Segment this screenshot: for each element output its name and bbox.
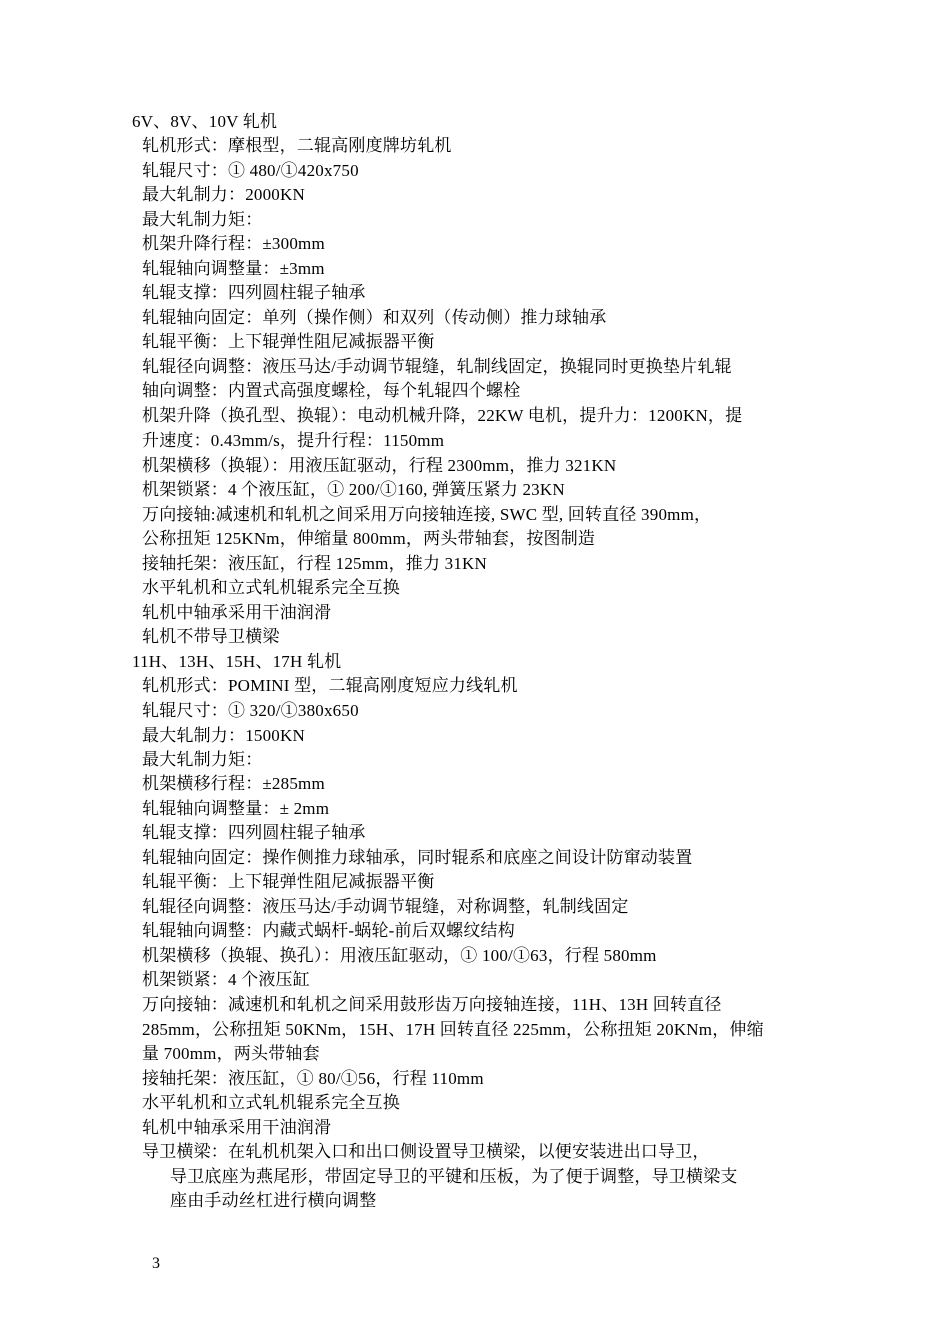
spec-line: 导卫横梁：在轧机机架入口和出口侧设置导卫横梁，以便安装进出口导卫，	[142, 1142, 710, 1161]
spec-line: 万向接轴：减速机和轧机之间采用鼓形齿万向接轴连接，11H、13H 回转直径	[142, 995, 722, 1014]
spec-line: 轧辊轴向调整：内藏式蜗杆-蜗轮-前后双螺纹结构	[142, 921, 515, 940]
spec-line: 最大轧制力矩：	[142, 750, 263, 769]
page-number: 3	[152, 1255, 160, 1272]
spec-line: 最大轧制力：1500KN	[142, 726, 305, 745]
spec-line: 轧辊尺寸：① 480/①420x750	[142, 161, 359, 180]
spec-line: 轧机不带导卫横梁	[142, 627, 280, 646]
spec-line: 轧辊轴向固定：单列（操作侧）和双列（传动侧）推力球轴承	[142, 308, 607, 327]
spec-line: 水平轧机和立式轧机辊系完全互换	[142, 578, 400, 597]
spec-line: 轧辊支撑：四列圆柱辊子轴承	[142, 823, 366, 842]
spec-line: 轧辊轴向调整量：± 2mm	[142, 799, 330, 818]
spec-line: 最大轧制力矩：	[142, 210, 263, 229]
spec-line: 机架升降（换孔型、换辊）：电动机械升降，22KW 电机，提升力：1200KN，提	[142, 406, 743, 425]
spec-line: 机架锁紧：4 个液压缸，① 200/①160, 弹簧压紧力 23KN	[142, 480, 565, 499]
spec-line: 轧机形式：摩根型，二辊高刚度牌坊轧机	[142, 136, 452, 155]
spec-line: 升速度：0.43mm/s，提升行程：1150mm	[142, 431, 445, 450]
spec-line-continuation: 座由手动丝杠进行横向调整	[170, 1191, 377, 1210]
spec-line: 机架横移（换辊）：用液压缸驱动，行程 2300mm，推力 321KN	[142, 456, 617, 475]
spec-line: 机架升降行程：±300mm	[142, 234, 325, 253]
spec-line: 公称扭矩 125KNm，伸缩量 800mm，两头带轴套，按图制造	[142, 529, 596, 548]
spec-line: 机架横移（换辊、换孔）：用液压缸驱动，① 100/①63，行程 580mm	[142, 946, 657, 965]
section-heading-6v-8v-10v: 6V、8V、10V 轧机	[132, 112, 278, 131]
section-heading-11h-13h-15h-17h: 11H、13H、15H、17H 轧机	[132, 652, 342, 671]
spec-line: 接轴托架：液压缸，行程 125mm，推力 31KN	[142, 554, 487, 573]
spec-line: 轧机形式：POMINI 型，二辊高刚度短应力线轧机	[142, 676, 518, 695]
spec-line: 接轴托架：液压缸，① 80/①56，行程 110mm	[142, 1069, 484, 1088]
spec-line: 量 700mm，两头带轴套	[142, 1044, 320, 1063]
spec-line: 万向接轴:减速机和轧机之间采用万向接轴连接, SWC 型, 回转直径 390mm，	[142, 505, 712, 524]
spec-line: 轧机中轴承采用干油润滑	[142, 1118, 332, 1137]
spec-line: 轧辊轴向固定：操作侧推力球轴承，同时辊系和底座之间设计防窜动装置	[142, 848, 693, 867]
spec-line: 机架锁紧：4 个液压缸	[142, 970, 310, 989]
spec-line: 285mm，公称扭矩 50KNm，15H、17H 回转直径 225mm，公称扭矩 20KNm，伸缩	[142, 1020, 764, 1039]
spec-line: 轧机中轴承采用干油润滑	[142, 603, 332, 622]
spec-line: 轧辊轴向调整量：±3mm	[142, 259, 325, 278]
spec-line: 机架横移行程：±285mm	[142, 774, 325, 793]
spec-line-continuation: 导卫底座为燕尾形，带固定导卫的平键和压板，为了便于调整，导卫横梁支	[170, 1167, 738, 1186]
spec-line: 轧辊平衡：上下辊弹性阻尼减振器平衡	[142, 332, 435, 351]
spec-line: 轴向调整：内置式高强度螺栓，每个轧辊四个螺栓	[142, 381, 521, 400]
spec-line: 轧辊径向调整：液压马达/手动调节辊缝，对称调整，轧制线固定	[142, 897, 629, 916]
spec-line: 最大轧制力：2000KN	[142, 185, 305, 204]
spec-line: 轧辊平衡：上下辊弹性阻尼减振器平衡	[142, 872, 435, 891]
spec-line: 轧辊径向调整：液压马达/手动调节辊缝，轧制线固定，换辊同时更换垫片轧辊	[142, 357, 732, 376]
spec-line: 水平轧机和立式轧机辊系完全互换	[142, 1093, 400, 1112]
spec-line: 轧辊尺寸：① 320/①380x650	[142, 701, 359, 720]
spec-line: 轧辊支撑：四列圆柱辊子轴承	[142, 283, 366, 302]
